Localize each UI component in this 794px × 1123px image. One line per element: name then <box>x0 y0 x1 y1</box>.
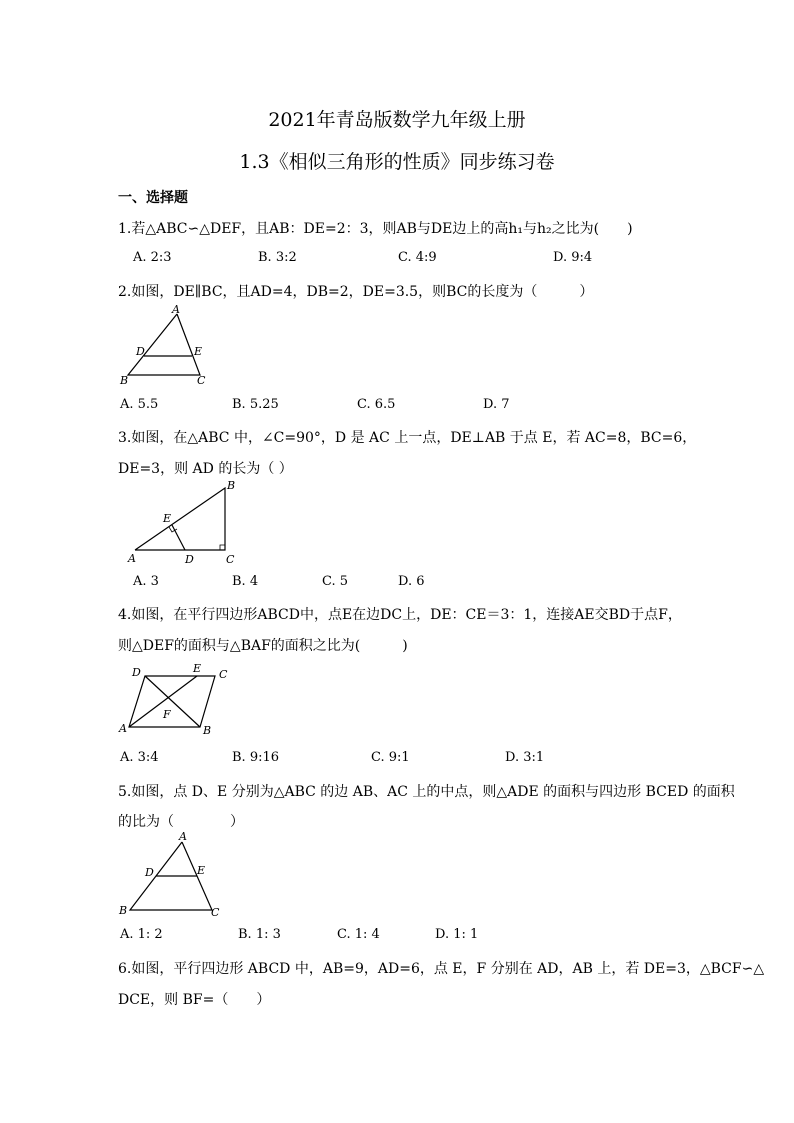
q3-label-e: E <box>163 512 172 525</box>
q3-label-c: C <box>226 553 235 566</box>
q2-label-d: D <box>136 345 145 358</box>
q5-option-d: D. 1: 1 <box>435 927 479 942</box>
q4-option-c: C. 9:1 <box>371 750 410 765</box>
question-3-text-line1: 3.如图，在△ABC 中，∠C=90°，D 是 AC 上一点，DE⊥AB 于点 E，若 AC=8，BC=6， <box>118 430 697 446</box>
question-5-text-line2: 的比为（ ） <box>118 814 244 830</box>
q4-option-d: D. 3:1 <box>505 750 545 765</box>
q5-label-c: C <box>211 906 220 919</box>
q4-label-f: F <box>163 708 171 721</box>
page-subtitle: 1.3《相似三角形的性质》同步练习卷 <box>239 151 555 173</box>
question-3-text-line2: DE=3，则 AD 的长为（ ） <box>118 461 293 477</box>
q2-label-b: B <box>120 374 129 387</box>
q4-label-c: C <box>219 668 228 681</box>
q4-label-a: A <box>119 722 127 735</box>
q2-option-b: B. 5.25 <box>232 397 279 412</box>
question-1-text: 1.若△ABC∽△DEF，且AB：DE=2：3，则AB与DE边上的高h₁与h₂之比为( ) <box>118 221 633 237</box>
section-heading: 一、选择题 <box>118 190 188 206</box>
question-5-text-line1: 5.如图，点 D、E 分别为△ABC 的边 AB、AC 上的中点，则△ADE 的面积与四边形 BCED 的面积 <box>118 784 735 800</box>
q1-option-a: A. 2:3 <box>133 250 172 265</box>
q2-label-a: A <box>172 303 180 316</box>
q4-parallelogram-figure <box>115 660 235 740</box>
q5-option-c: C. 1: 4 <box>337 927 380 942</box>
q2-label-c: C <box>197 374 206 387</box>
q3-label-d: D <box>185 553 194 566</box>
q5-option-b: B. 1: 3 <box>238 927 281 942</box>
q4-option-b: B. 9:16 <box>232 750 280 765</box>
q3-option-d: D. 6 <box>398 574 425 589</box>
question-4-text-line2: 则△DEF的面积与△BAF的面积之比为( ) <box>118 638 408 654</box>
page-title: 2021年青岛版数学九年级上册 <box>268 109 526 131</box>
q3-label-b: B <box>227 479 236 492</box>
q3-option-c: C. 5 <box>322 574 349 589</box>
q5-triangle-figure <box>115 832 225 922</box>
q4-label-b: B <box>203 724 212 737</box>
question-2-text: 2.如图，DE∥BC，且AD=4，DB=2，DE=3.5，则BC的长度为（ ） <box>118 284 594 300</box>
question-4-text-line1: 4.如图，在平行四边形ABCD中，点E在边DC上，DE：CE＝3：1，连接AE交BD于点F， <box>118 607 682 623</box>
q1-option-d: D. 9:4 <box>553 250 593 265</box>
q5-label-e: E <box>197 864 206 877</box>
q4-label-d: D <box>132 666 141 679</box>
q2-option-a: A. 5.5 <box>120 397 159 412</box>
q3-option-a: A. 3 <box>133 574 159 589</box>
q5-label-b: B <box>119 904 128 917</box>
q3-label-a: A <box>128 552 136 565</box>
q2-label-e: E <box>194 345 203 358</box>
q1-option-b: B. 3:2 <box>258 250 297 265</box>
q4-label-e: E <box>193 662 202 675</box>
question-6-text-line2: DCE，则 BF=（ ） <box>118 992 271 1008</box>
q2-option-c: C. 6.5 <box>357 397 396 412</box>
q5-option-a: A. 1: 2 <box>120 927 163 942</box>
q3-right-triangle-figure <box>125 478 245 570</box>
q5-label-a: A <box>179 830 187 843</box>
q2-triangle-figure <box>112 300 222 390</box>
q3-option-b: B. 4 <box>232 574 259 589</box>
q1-option-c: C. 4:9 <box>398 250 437 265</box>
q2-option-d: D. 7 <box>483 397 510 412</box>
q5-label-d: D <box>145 866 154 879</box>
question-6-text-line1: 6.如图，平行四边形 ABCD 中，AB=9，AD=6，点 E，F 分别在 AD，AB 上，若 DE=3，△BCF∽△ <box>118 961 765 977</box>
q4-option-a: A. 3:4 <box>120 750 159 765</box>
